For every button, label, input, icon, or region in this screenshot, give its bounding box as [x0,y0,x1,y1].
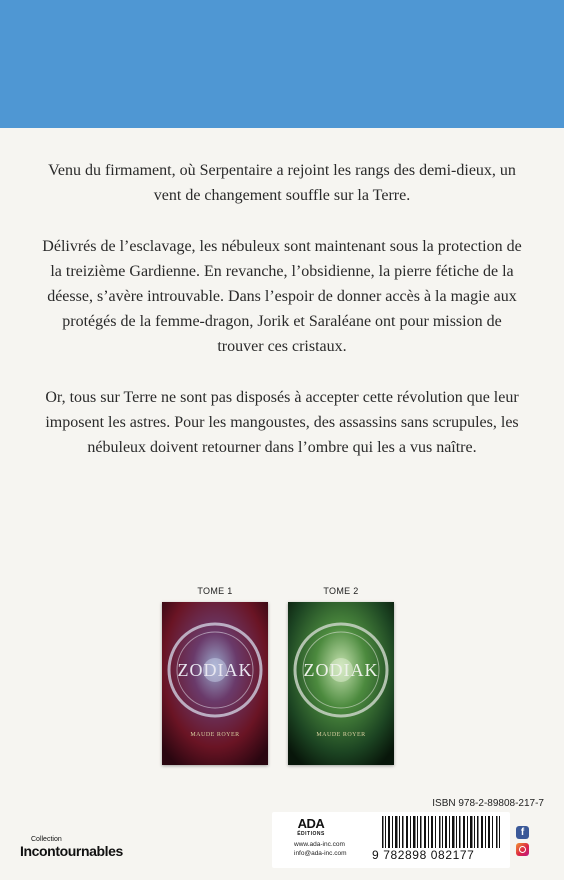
blurb-paragraph-3: Or, tous sur Terre ne sont pas disposés à accepter cette révolution que leur imposent les astres. Pour les mangoustes, des assassins sans scrupules, les nébuleux doivent retourner dans l’ombre qui les a vus naître. [45,389,519,456]
collection-logo [20,836,123,860]
tome-1 [162,586,268,765]
barcode-digits: 9 782898 082177 [372,848,508,862]
collection-label: Collection [31,836,62,843]
publisher-website: www.ada-inc.com [294,841,345,848]
blurb-paragraph-2: Délivrés de l’esclavage, les nébuleux sont maintenant sous la protection de la treizième Gardienne. En revanche, l’obsidienne, la pierre fétiche de la déesse, s’avère introuvable. Dans l’espoir de donner accès à la magie aux protégés de la femme-dragon, Jorik et Saraléane ont pour mission de trouver ces cristaux. [42,238,522,355]
back-cover-blurb [40,158,524,486]
tome-2-cover [288,602,394,765]
collection-name: Incontournables [20,843,123,859]
publisher-logo-mark: ADA [297,816,325,831]
tome-1-cover-author: MAUDE ROYER [190,732,240,738]
tome-2-cover-title: ZODIAK [303,660,379,680]
facebook-icon[interactable]: f [516,826,529,839]
barcode-panel [272,812,510,868]
social-icons [516,826,532,860]
tome-1-cover [162,602,268,765]
publisher-logo-sub: ÉDITIONS [297,831,325,837]
isbn-number: ISBN 978-2-89808-217-7 [432,798,544,809]
publisher-logo [294,816,328,837]
tome-2 [288,586,394,765]
tome-1-cover-title: ZODIAK [177,660,253,680]
blurb-paragraph-1: Venu du firmament, où Serpentaire a rejoint les rangs des demi-dieux, un vent de changement souffle sur la Terre. [48,162,516,204]
publisher-contact [294,840,346,858]
tome-2-label: TOME 2 [323,586,359,596]
top-color-band [0,0,564,128]
instagram-icon[interactable] [516,843,529,856]
publisher-email: info@ada-inc.com [294,850,347,857]
tome-2-cover-author: MAUDE ROYER [316,732,366,738]
tome-1-label: TOME 1 [197,586,233,596]
